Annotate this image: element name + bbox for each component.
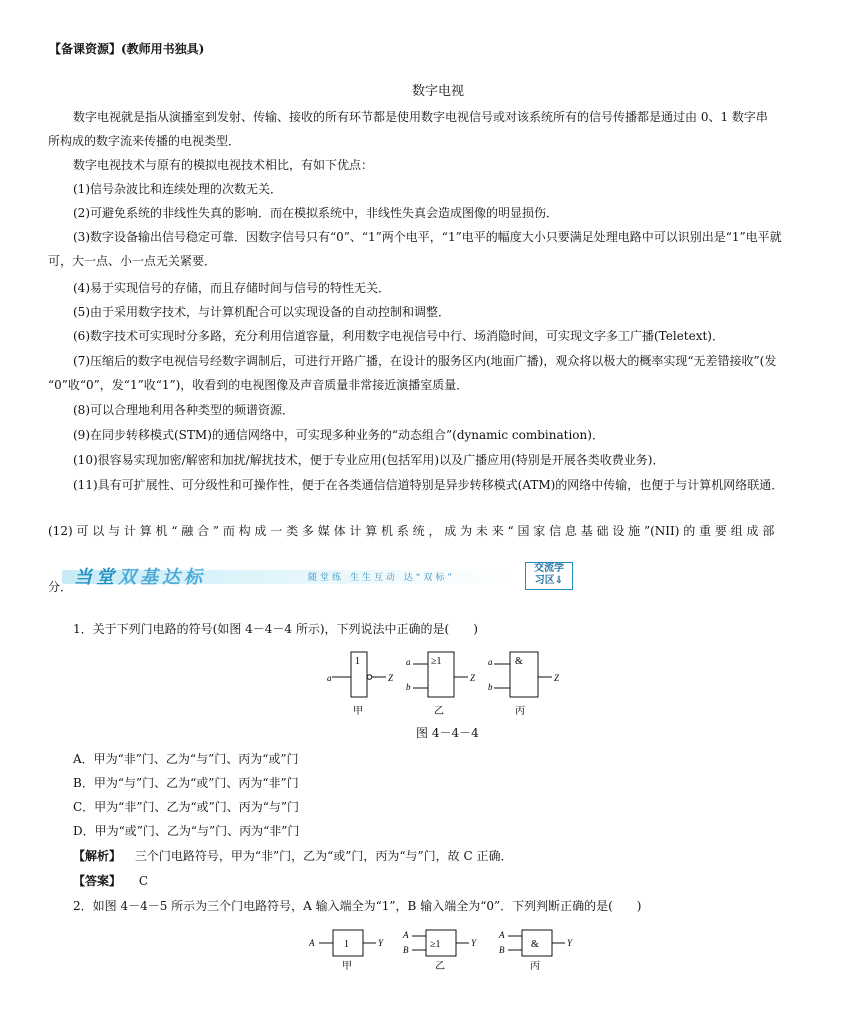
q2-gate-yi-output: Y	[471, 938, 477, 948]
paragraph-10: (10)很容易实现加密/解密和加扰/解扰技术，便于专业应用(包括军用)以及广播应用(特别是开展各类收费业务)．	[73, 453, 665, 467]
paragraph-2: (2)可避免系统的非线性失真的影响．而在模拟系统中，非线性失真会造成图像的明显损伤．	[73, 206, 559, 220]
gate-yi-input-b: b	[406, 682, 411, 692]
q2-gate-bing-output: Y	[567, 938, 573, 948]
analysis-label: 【解析】	[73, 849, 122, 863]
q2-gate-jia-input: A	[309, 938, 315, 948]
paragraph-9: (9)在同步转移模式(STM)的通信网络中，可实现多种业务的“动态组合”(dynamic combination)．	[73, 428, 604, 442]
analysis-text: 三个门电路符号，甲为“非”门，乙为“或”门，丙为“与”门，故 C 正确．	[134, 849, 513, 863]
paragraph-11: (11)具有可扩展性、可分级性和可操作性，便于在各类通信信道特别是异步转移模式(ATM)的网络中传输，也便于与计算机网络联通．	[73, 478, 784, 492]
paragraph-7a: (7)压缩后的数字电视信号经数字调制后，可进行开路广播，在设计的服务区内(地面广播)，观众将以极大的概率实现“无差错接收”(发	[73, 354, 777, 368]
exchange-area-button[interactable]	[525, 562, 573, 590]
gate-bing-input-b: b	[488, 682, 493, 692]
q1-option-d[interactable]: D．甲为“或”门、乙为“与”门、丙为“非”门	[73, 824, 300, 838]
paragraph-3a: (3)数字设备输出信号稳定可靠．因数字信号只有“0”、“1”两个电平，“1”电平的幅度大小只要满足处理电路中可以识别出是“1”电平就	[73, 230, 782, 244]
q2-gate-yi-input-b: B	[403, 945, 409, 955]
q2-gate-bing-input-b: B	[499, 945, 505, 955]
gate-yi-symbol: ≥1	[431, 656, 442, 667]
exchange-area-line2: 习区⇓	[534, 575, 564, 586]
header-label: 【备课资源】(教师用书独具)	[49, 42, 205, 56]
q1-option-a[interactable]: A．甲为“非”门、乙为“与”门、丙为“或”门	[73, 752, 299, 766]
gate-yi-input-a: a	[406, 657, 411, 667]
paragraph-7b: “0”收“0”，发“1”收“1”)，收看到的电视图像及声音质量非常接近演播室质量．	[48, 378, 469, 392]
banner-title-b: 双基达标	[118, 567, 206, 588]
q2-gate-figure	[308, 924, 588, 974]
q2-gate-bing-input-a: A	[499, 930, 505, 940]
gate-or-yi	[406, 652, 476, 717]
section-banner	[62, 562, 574, 590]
paragraph-6: (6)数字技术可实现时分多路，充分利用信道容量，利用数字电视信号中行、场消隐时间，可实现文字多工广播(Teletext)．	[73, 329, 724, 343]
q1-figure-caption: 图 4－4－4	[416, 726, 479, 740]
gate-yi-label: 乙	[434, 706, 444, 717]
answer-label: 【答案】	[73, 874, 122, 888]
q2-gate-bing-label: 丙	[530, 961, 540, 972]
gate-jia-input-a: a	[327, 673, 332, 683]
banner-title-a: 当堂	[74, 567, 118, 588]
q1-analysis	[73, 849, 512, 863]
gate-jia-symbol: 1	[355, 656, 360, 667]
paragraph-intro-2: 所构成的数字流来传播的电视类型．	[48, 134, 241, 148]
q2-gate-jia-label: 甲	[342, 961, 352, 972]
paragraph-5: (5)由于采用数字技术，与计算机配合可以实现设备的自动控制和调整．	[73, 305, 451, 319]
gate-bing-symbol: &	[515, 656, 523, 667]
paragraph-advantages-intro: 数字电视技术与原有的模拟电视技术相比，有如下优点：	[73, 158, 374, 172]
q2-gate-yi-symbol: ≥1	[430, 939, 441, 950]
paragraph-12a: (12) 可 以 与 计 算 机 “ 融 合 ” 而 构 成 一 类 多 媒 体 计 算 机 系 统 ， 成 为 未 来 “ 国 家 信 息 基 础 设 施 ”(NII) 的 重 要 组 成 部	[48, 524, 775, 538]
gate-bing-label: 丙	[515, 706, 525, 717]
q2-gate-yi-label: 乙	[435, 961, 445, 972]
q2-gate-yi-input-a: A	[403, 930, 409, 940]
paragraph-12b: 分．	[48, 580, 73, 594]
paragraph-intro-1: 数字电视就是指从演播室到发射、传输、接收的所有环节都是使用数字电视信号或对该系统所有的信号传播都是通过由 0、1 数字串	[73, 110, 768, 124]
q2-gate-bing-symbol: &	[531, 939, 539, 950]
paragraph-4: (4)易于实现信号的存储，而且存储时间与信号的特性无关．	[73, 281, 391, 295]
banner-title	[74, 563, 206, 589]
section-title: 数字电视	[412, 84, 465, 99]
gate-bing-input-a: a	[488, 657, 493, 667]
q1-answer	[73, 874, 148, 888]
q2-gate-jia-symbol: 1	[344, 939, 349, 950]
q1-gate-figure	[326, 648, 566, 718]
paragraph-8: (8)可以合理地利用各种类型的频谱资源．	[73, 403, 294, 417]
exchange-area-line1: 交流学	[534, 563, 564, 574]
q1-stem: 1．关于下列门电路的符号(如图 4－4－4 所示)，下列说法中正确的是( )	[73, 622, 478, 636]
gate-and-bing	[488, 652, 560, 717]
q2-gate-yi	[402, 930, 477, 972]
gate-bing-output-z: Z	[554, 673, 560, 683]
paragraph-3b: 可，大一点、小一点无关紧要．	[48, 254, 217, 268]
q1-option-b[interactable]: B．甲为“与”门、乙为“或”门、丙为“非”门	[73, 776, 299, 790]
answer-text: C	[138, 874, 149, 888]
banner-subtitle: 随堂练 生生互动 达“双标”	[308, 573, 456, 583]
gate-not-jia	[327, 652, 394, 717]
q2-gate-jia	[308, 930, 384, 972]
gate-jia-output-z: Z	[388, 673, 394, 683]
paragraph-1: (1)信号杂波比和连续处理的次数无关．	[73, 182, 282, 196]
q1-option-c[interactable]: C．甲为“非”门、乙为“或”门、丙为“与”门	[73, 800, 299, 814]
q2-gate-bing	[498, 930, 573, 972]
gate-yi-output-z: Z	[470, 673, 476, 683]
q2-stem: 2．如图 4－4－5 所示为三个门电路符号，A 输入端全为“1”，B 输入端全为“0”．下列判断正确的是( )	[73, 899, 642, 913]
q2-gate-jia-output: Y	[378, 938, 384, 948]
gate-jia-label: 甲	[353, 706, 363, 717]
